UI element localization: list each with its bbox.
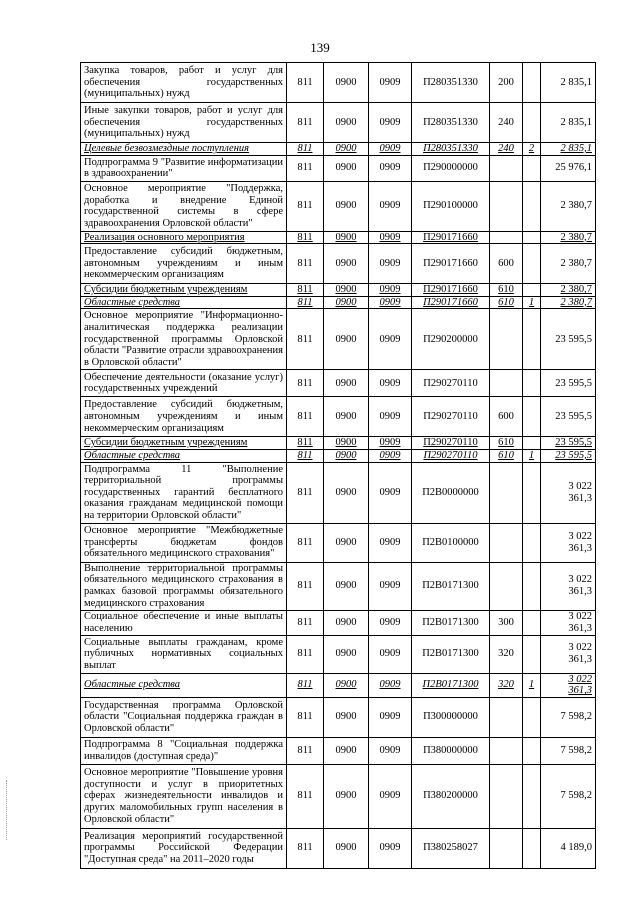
cell-name: Подпрограмма 9 "Развитие информатизации в здравоохранении" [81, 155, 287, 181]
cell-src [523, 562, 541, 610]
cell-rz: 0900 [324, 562, 369, 610]
cell-pr: 0909 [369, 737, 412, 764]
cell-sum: 3 022 361,3 [541, 523, 596, 562]
table-row [81, 63, 596, 103]
cell-rz: 0900 [324, 737, 369, 764]
cell-sum: 2 835,1 [541, 103, 596, 143]
table-row [81, 309, 596, 370]
cell-src [523, 63, 541, 103]
cell-src: 1 [523, 449, 541, 462]
cell-pr: 0909 [369, 523, 412, 562]
cell-ved: 811 [287, 764, 324, 828]
cell-src [523, 610, 541, 635]
cell-rz: 0900 [324, 284, 369, 297]
cell-rz: 0900 [324, 309, 369, 370]
cell-src [523, 462, 541, 523]
cell-pr: 0909 [369, 635, 412, 673]
cell-pr: 0909 [369, 828, 412, 868]
cell-sum: 23 595,5 [541, 309, 596, 370]
table-row [81, 764, 596, 828]
cell-ved: 811 [287, 462, 324, 523]
cell-csr: П290270110 [412, 397, 490, 437]
cell-csr: П290000000 [412, 155, 490, 181]
cell-ved: 811 [287, 610, 324, 635]
cell-name: Субсидии бюджетным учреждениям [81, 437, 287, 450]
cell-name: Субсидии бюджетным учреждениям [81, 284, 287, 297]
cell-src: 1 [523, 296, 541, 309]
cell-rz: 0900 [324, 244, 369, 284]
cell-csr: П280351330 [412, 63, 490, 103]
cell-ved: 811 [287, 397, 324, 437]
cell-vr: 200 [490, 63, 523, 103]
cell-rz: 0900 [324, 143, 369, 156]
cell-sum: 2 380,7 [541, 296, 596, 309]
cell-pr: 0909 [369, 244, 412, 284]
cell-pr: 0909 [369, 397, 412, 437]
cell-name: Реализация мероприятий государственной программы Российской Федерации "Доступная среда" на 2011–2020 годы [81, 828, 287, 868]
cell-sum: 7 598,2 [541, 764, 596, 828]
cell-vr: 610 [490, 296, 523, 309]
cell-pr: 0909 [369, 143, 412, 156]
cell-pr: 0909 [369, 309, 412, 370]
table-row [81, 697, 596, 737]
cell-vr [490, 562, 523, 610]
table-row [81, 635, 596, 673]
table-row [81, 562, 596, 610]
cell-rz: 0900 [324, 181, 369, 231]
cell-src [523, 284, 541, 297]
cell-vr [490, 737, 523, 764]
budget-table [80, 62, 596, 869]
cell-pr: 0909 [369, 697, 412, 737]
cell-src [523, 635, 541, 673]
cell-csr: П280351330 [412, 143, 490, 156]
cell-pr: 0909 [369, 155, 412, 181]
table-row [81, 610, 596, 635]
cell-vr: 600 [490, 244, 523, 284]
cell-src [523, 737, 541, 764]
cell-pr: 0909 [369, 296, 412, 309]
cell-src [523, 828, 541, 868]
cell-ved: 811 [287, 635, 324, 673]
cell-ved: 811 [287, 437, 324, 450]
cell-ved: 811 [287, 562, 324, 610]
cell-pr: 0909 [369, 103, 412, 143]
cell-rz: 0900 [324, 697, 369, 737]
cell-rz: 0900 [324, 764, 369, 828]
cell-sum: 4 189,0 [541, 828, 596, 868]
cell-ved: 811 [287, 244, 324, 284]
cell-vr [490, 764, 523, 828]
cell-vr: 320 [490, 635, 523, 673]
cell-vr [490, 697, 523, 737]
cell-name: Социальное обеспечение и иные выплаты населению [81, 610, 287, 635]
cell-vr: 240 [490, 103, 523, 143]
cell-src [523, 309, 541, 370]
cell-name: Предоставление субсидий бюджетным, автономным учреждениям и иным некоммерческим организациям [81, 397, 287, 437]
table-row [81, 296, 596, 309]
cell-name: Иные закупки товаров, работ и услуг для обеспечения государственных (муниципальных) нужд [81, 103, 287, 143]
cell-ved: 811 [287, 231, 324, 244]
cell-ved: 811 [287, 155, 324, 181]
cell-sum: 3 022 361,3 [541, 562, 596, 610]
table-row [81, 284, 596, 297]
cell-ved: 811 [287, 523, 324, 562]
table-row [81, 462, 596, 523]
cell-src [523, 181, 541, 231]
cell-csr: П290171660 [412, 284, 490, 297]
cell-csr: П290270110 [412, 437, 490, 450]
cell-csr: П2В0171300 [412, 673, 490, 697]
cell-name: Закупка товаров, работ и услуг для обеспечения государственных (муниципальных) нужд [81, 63, 287, 103]
cell-rz: 0900 [324, 397, 369, 437]
cell-src [523, 244, 541, 284]
cell-csr: П290171660 [412, 296, 490, 309]
cell-pr: 0909 [369, 437, 412, 450]
cell-ved: 811 [287, 63, 324, 103]
table-row [81, 155, 596, 181]
cell-csr: П2В0000000 [412, 462, 490, 523]
cell-vr [490, 155, 523, 181]
scan-edge-marks [6, 780, 10, 840]
cell-pr: 0909 [369, 764, 412, 828]
cell-ved: 811 [287, 697, 324, 737]
cell-sum: 3 022 361,3 [541, 673, 596, 697]
cell-pr: 0909 [369, 284, 412, 297]
cell-src [523, 437, 541, 450]
cell-vr: 300 [490, 610, 523, 635]
cell-pr: 0909 [369, 610, 412, 635]
cell-csr: П380200000 [412, 764, 490, 828]
cell-src [523, 764, 541, 828]
cell-src [523, 370, 541, 397]
cell-csr: П290270110 [412, 449, 490, 462]
cell-vr: 320 [490, 673, 523, 697]
cell-name: Основное мероприятие "Информационно-аналитическая поддержка реализации государственной программы Орловской области "Развитие отрасли здравоохранения в Орловской области" [81, 309, 287, 370]
cell-csr: П290171660 [412, 244, 490, 284]
table-row [81, 737, 596, 764]
table-row [81, 449, 596, 462]
cell-csr: П290100000 [412, 181, 490, 231]
cell-sum: 2 380,7 [541, 231, 596, 244]
cell-csr: П380258027 [412, 828, 490, 868]
cell-rz: 0900 [324, 635, 369, 673]
cell-pr: 0909 [369, 181, 412, 231]
cell-rz: 0900 [324, 63, 369, 103]
cell-rz: 0900 [324, 449, 369, 462]
cell-rz: 0900 [324, 673, 369, 697]
cell-vr: 240 [490, 143, 523, 156]
table-row [81, 143, 596, 156]
cell-rz: 0900 [324, 296, 369, 309]
cell-vr [490, 181, 523, 231]
cell-sum: 23 595,5 [541, 370, 596, 397]
table-row [81, 437, 596, 450]
cell-name: Целевые безвозмездные поступления [81, 143, 287, 156]
cell-csr: П2В0100000 [412, 523, 490, 562]
table-row [81, 231, 596, 244]
cell-rz: 0900 [324, 437, 369, 450]
cell-csr: П380000000 [412, 737, 490, 764]
cell-rz: 0900 [324, 370, 369, 397]
cell-ved: 811 [287, 370, 324, 397]
cell-rz: 0900 [324, 610, 369, 635]
cell-rz: 0900 [324, 155, 369, 181]
cell-src [523, 697, 541, 737]
cell-csr: П2В0171300 [412, 562, 490, 610]
cell-csr: П290270110 [412, 370, 490, 397]
cell-src [523, 231, 541, 244]
cell-sum: 23 595,5 [541, 397, 596, 437]
cell-ved: 811 [287, 673, 324, 697]
cell-vr [490, 523, 523, 562]
cell-vr [490, 231, 523, 244]
cell-csr: П290171660 [412, 231, 490, 244]
cell-sum: 2 380,7 [541, 244, 596, 284]
cell-rz: 0900 [324, 103, 369, 143]
cell-src: 1 [523, 673, 541, 697]
cell-pr: 0909 [369, 462, 412, 523]
cell-rz: 0900 [324, 828, 369, 868]
cell-ved: 811 [287, 103, 324, 143]
cell-vr: 600 [490, 397, 523, 437]
cell-vr [490, 309, 523, 370]
cell-ved: 811 [287, 737, 324, 764]
cell-name: Выполнение территориальной программы обязательного медицинского страхования в рамках базовой программы обязательного медицинского страхования [81, 562, 287, 610]
table-row [81, 397, 596, 437]
cell-pr: 0909 [369, 63, 412, 103]
cell-name: Обеспечение деятельности (оказание услуг) государственных учреждений [81, 370, 287, 397]
cell-src: 2 [523, 143, 541, 156]
cell-name: Областные средства [81, 296, 287, 309]
cell-vr [490, 828, 523, 868]
cell-csr: П300000000 [412, 697, 490, 737]
cell-ved: 811 [287, 449, 324, 462]
table-row [81, 673, 596, 697]
cell-rz: 0900 [324, 231, 369, 244]
cell-name: Областные средства [81, 673, 287, 697]
cell-name: Социальные выплаты гражданам, кроме публичных нормативных социальных выплат [81, 635, 287, 673]
cell-sum: 2 380,7 [541, 284, 596, 297]
cell-name: Основное мероприятие "Межбюджетные трансферты бюджетам фондов обязательного медицинского страхования" [81, 523, 287, 562]
cell-csr: П290200000 [412, 309, 490, 370]
table-row [81, 181, 596, 231]
cell-name: Основное мероприятие "Повышение уровня доступности и услуг в приоритетных сферах жизнедеятельности инвалидов и других маломобильных групп населения в Орловской области" [81, 764, 287, 828]
cell-src [523, 523, 541, 562]
table-row [81, 828, 596, 868]
cell-ved: 811 [287, 828, 324, 868]
cell-vr [490, 462, 523, 523]
cell-name: Областные средства [81, 449, 287, 462]
cell-name: Подпрограмма 8 "Социальная поддержка инвалидов (доступная среда)" [81, 737, 287, 764]
cell-pr: 0909 [369, 449, 412, 462]
cell-sum: 23 595,5 [541, 437, 596, 450]
cell-vr [490, 370, 523, 397]
cell-sum: 3 022 361,3 [541, 610, 596, 635]
cell-ved: 811 [287, 181, 324, 231]
table-row [81, 244, 596, 284]
table-row [81, 370, 596, 397]
cell-src [523, 397, 541, 437]
cell-pr: 0909 [369, 673, 412, 697]
cell-sum: 25 976,1 [541, 155, 596, 181]
cell-ved: 811 [287, 309, 324, 370]
cell-rz: 0900 [324, 462, 369, 523]
cell-sum: 7 598,2 [541, 737, 596, 764]
cell-pr: 0909 [369, 231, 412, 244]
cell-src [523, 155, 541, 181]
cell-ved: 811 [287, 296, 324, 309]
table-body [81, 63, 596, 869]
cell-rz: 0900 [324, 523, 369, 562]
cell-sum: 2 835,1 [541, 63, 596, 103]
cell-csr: П280351330 [412, 103, 490, 143]
cell-name: Основное мероприятие "Поддержка, доработка и внедрение Единой государственной системы в сфере здравоохранения Орловской области" [81, 181, 287, 231]
cell-sum: 2 835,1 [541, 143, 596, 156]
cell-name: Подпрограмма 11 "Выполнение территориальной программы государственных гарантий бесплатного оказания гражданам медицинской помощи на территории Орловской области" [81, 462, 287, 523]
cell-ved: 811 [287, 284, 324, 297]
cell-name: Реализация основного мероприятия [81, 231, 287, 244]
table-row [81, 523, 596, 562]
cell-sum: 3 022 361,3 [541, 462, 596, 523]
cell-sum: 3 022 361,3 [541, 635, 596, 673]
cell-ved: 811 [287, 143, 324, 156]
cell-name: Государственная программа Орловской области "Социальная поддержка граждан в Орловской области" [81, 697, 287, 737]
cell-csr: П2В0171300 [412, 610, 490, 635]
cell-sum: 2 380,7 [541, 181, 596, 231]
table-row [81, 103, 596, 143]
cell-vr: 610 [490, 437, 523, 450]
cell-pr: 0909 [369, 370, 412, 397]
cell-csr: П2В0171300 [412, 635, 490, 673]
cell-vr: 610 [490, 449, 523, 462]
cell-name: Предоставление субсидий бюджетным, автономным учреждениям и иным некоммерческим организациям [81, 244, 287, 284]
cell-src [523, 103, 541, 143]
page-number: 139 [310, 40, 330, 55]
cell-sum: 23 595,5 [541, 449, 596, 462]
cell-sum: 7 598,2 [541, 697, 596, 737]
cell-vr: 610 [490, 284, 523, 297]
cell-pr: 0909 [369, 562, 412, 610]
